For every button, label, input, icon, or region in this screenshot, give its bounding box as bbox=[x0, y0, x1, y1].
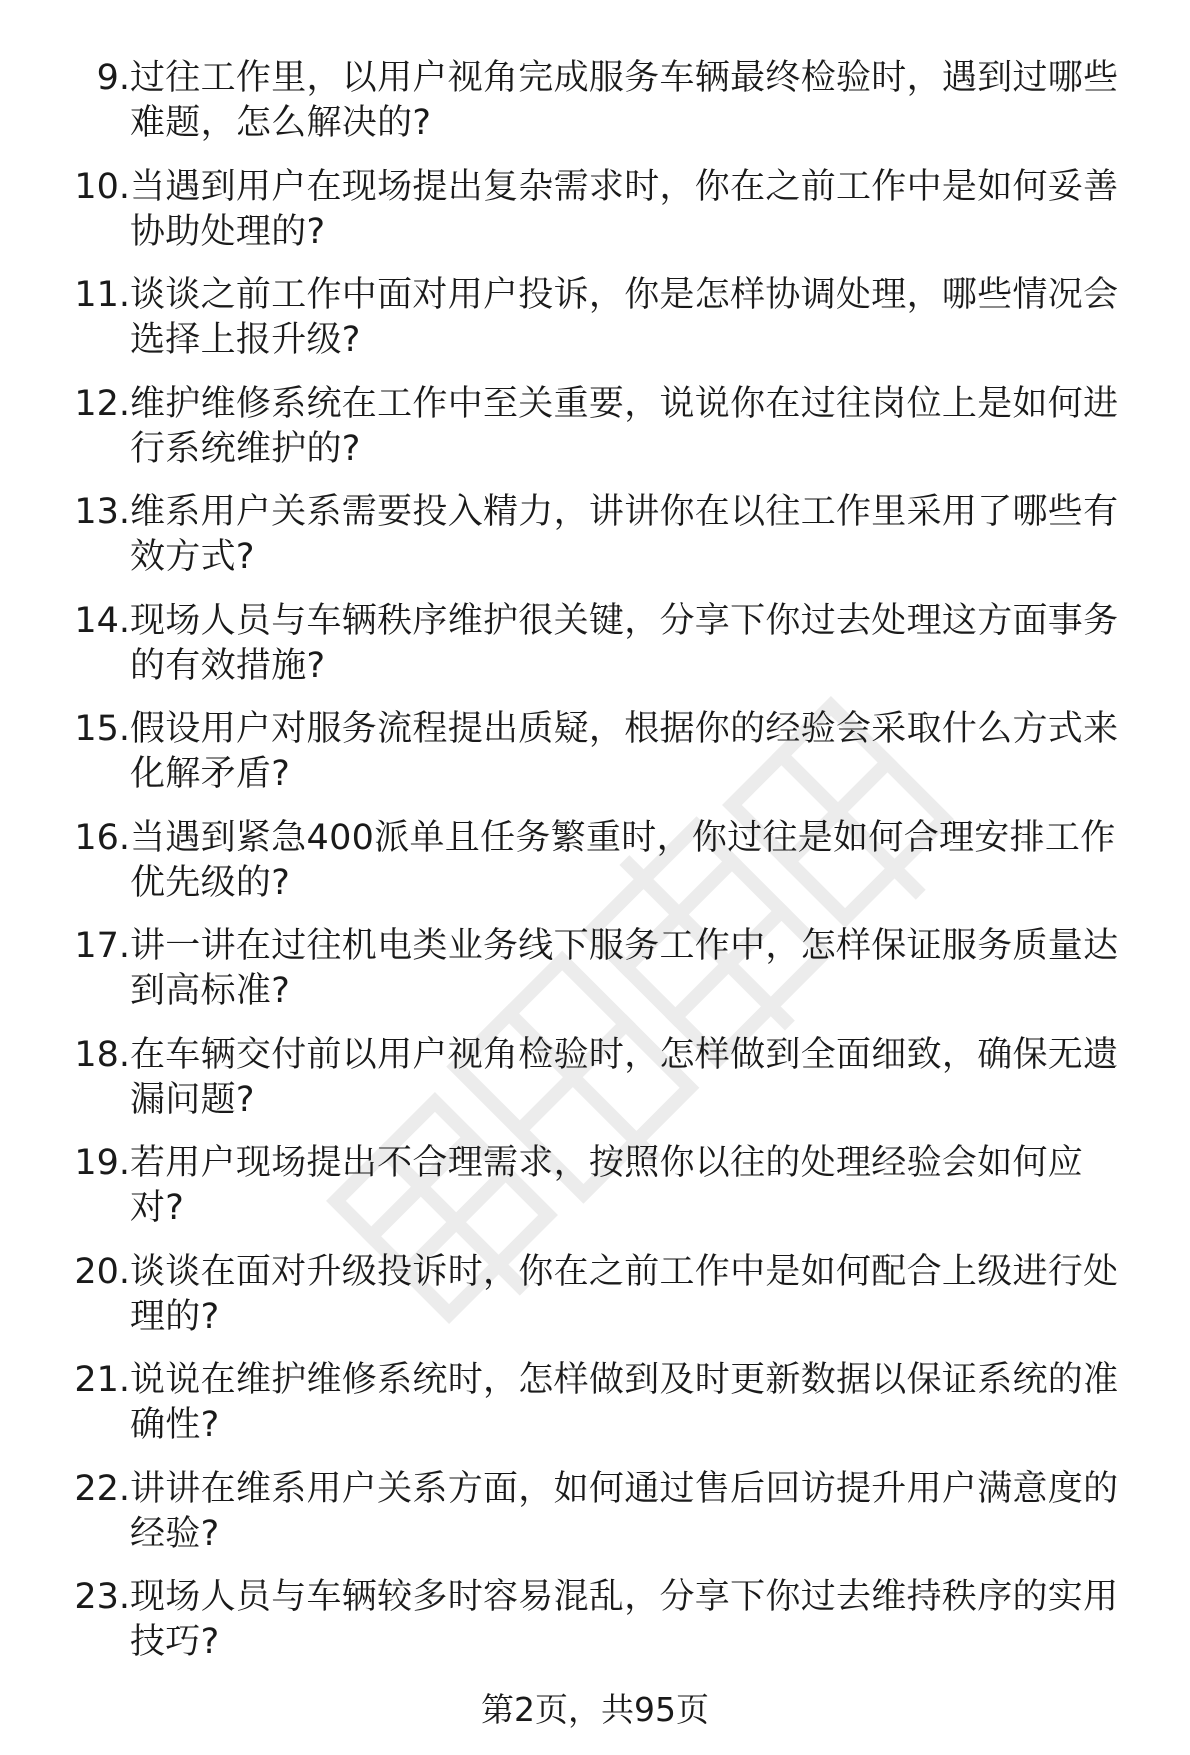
question-item bbox=[60, 924, 1150, 1033]
question-text: 维系用户关系需要投入精力，讲讲你在以往工作里采用了哪些有效方式? bbox=[130, 492, 1119, 577]
question-list bbox=[60, 56, 1150, 1684]
question-number: 21. bbox=[74, 1360, 130, 1400]
question-text: 若用户现场提出不合理需求，按照你以往的处理经验会如何应对? bbox=[130, 1143, 1084, 1228]
question-item bbox=[60, 707, 1150, 816]
question-item bbox=[60, 1467, 1150, 1576]
question-item bbox=[60, 1575, 1150, 1684]
page-indicator: 第2页，共95页 bbox=[481, 1690, 709, 1729]
question-item bbox=[60, 816, 1150, 925]
question-number: 14. bbox=[74, 600, 130, 641]
question-text: 在车辆交付前以用户视角检验时，怎样做到全面细致，确保无遗漏问题? bbox=[130, 1034, 1119, 1120]
question-number: 13. bbox=[74, 492, 130, 532]
question-text: 当遇到用户在现场提出复杂需求时，你在之前工作中是如何妥善协助处理的? bbox=[130, 166, 1119, 252]
question-item bbox=[60, 56, 1150, 165]
question-item bbox=[60, 1033, 1150, 1142]
question-number: 23. bbox=[74, 1577, 130, 1617]
question-text: 讲讲在维系用户关系方面，如何通过售后回访提升用户满意度的经验? bbox=[130, 1468, 1119, 1554]
question-item bbox=[60, 1141, 1150, 1250]
question-text: 当遇到紧急400派单且任务繁重时，你过往是如何合理安排工作优先级的? bbox=[130, 817, 1116, 903]
question-text: 谈谈在面对升级投诉时，你在之前工作中是如何配合上级进行处理的? bbox=[130, 1251, 1119, 1337]
question-number: 19. bbox=[74, 1143, 130, 1183]
question-number: 9. bbox=[96, 58, 130, 98]
question-item bbox=[60, 273, 1150, 382]
question-number: 20. bbox=[74, 1251, 130, 1292]
question-number: 15. bbox=[74, 709, 130, 749]
question-number: 16. bbox=[74, 817, 130, 858]
question-number: 10. bbox=[74, 166, 130, 207]
question-item bbox=[60, 1358, 1150, 1467]
question-text: 现场人员与车辆较多时容易混乱，分享下你过去维持秩序的实用技巧? bbox=[130, 1577, 1119, 1662]
question-item bbox=[60, 165, 1150, 274]
question-text: 维护维修系统在工作中至关重要，说说你在过往岗位上是如何进行系统维护的? bbox=[130, 383, 1119, 469]
question-number: 18. bbox=[74, 1034, 130, 1075]
question-text: 现场人员与车辆秩序维护很关键，分享下你过去处理这方面事务的有效措施? bbox=[130, 600, 1119, 686]
question-item bbox=[60, 599, 1150, 708]
question-number: 17. bbox=[74, 926, 130, 966]
question-text: 过往工作里，以用户视角完成服务车辆最终检验时，遇到过哪些难题，怎么解决的? bbox=[130, 58, 1119, 143]
question-text: 假设用户对服务流程提出质疑，根据你的经验会采取什么方式来化解矛盾? bbox=[130, 709, 1119, 794]
question-number: 11. bbox=[74, 275, 130, 315]
question-text: 讲一讲在过往机电类业务线下服务工作中，怎样保证服务质量达到高标准? bbox=[130, 926, 1119, 1011]
question-item bbox=[60, 490, 1150, 599]
question-number: 12. bbox=[74, 383, 130, 424]
question-number: 22. bbox=[74, 1468, 130, 1509]
question-text: 说说在维护维修系统时，怎样做到及时更新数据以保证系统的准确性? bbox=[130, 1360, 1119, 1445]
question-item bbox=[60, 1250, 1150, 1359]
question-item bbox=[60, 382, 1150, 491]
question-text: 谈谈之前工作中面对用户投诉，你是怎样协调处理，哪些情况会选择上报升级? bbox=[130, 275, 1119, 360]
